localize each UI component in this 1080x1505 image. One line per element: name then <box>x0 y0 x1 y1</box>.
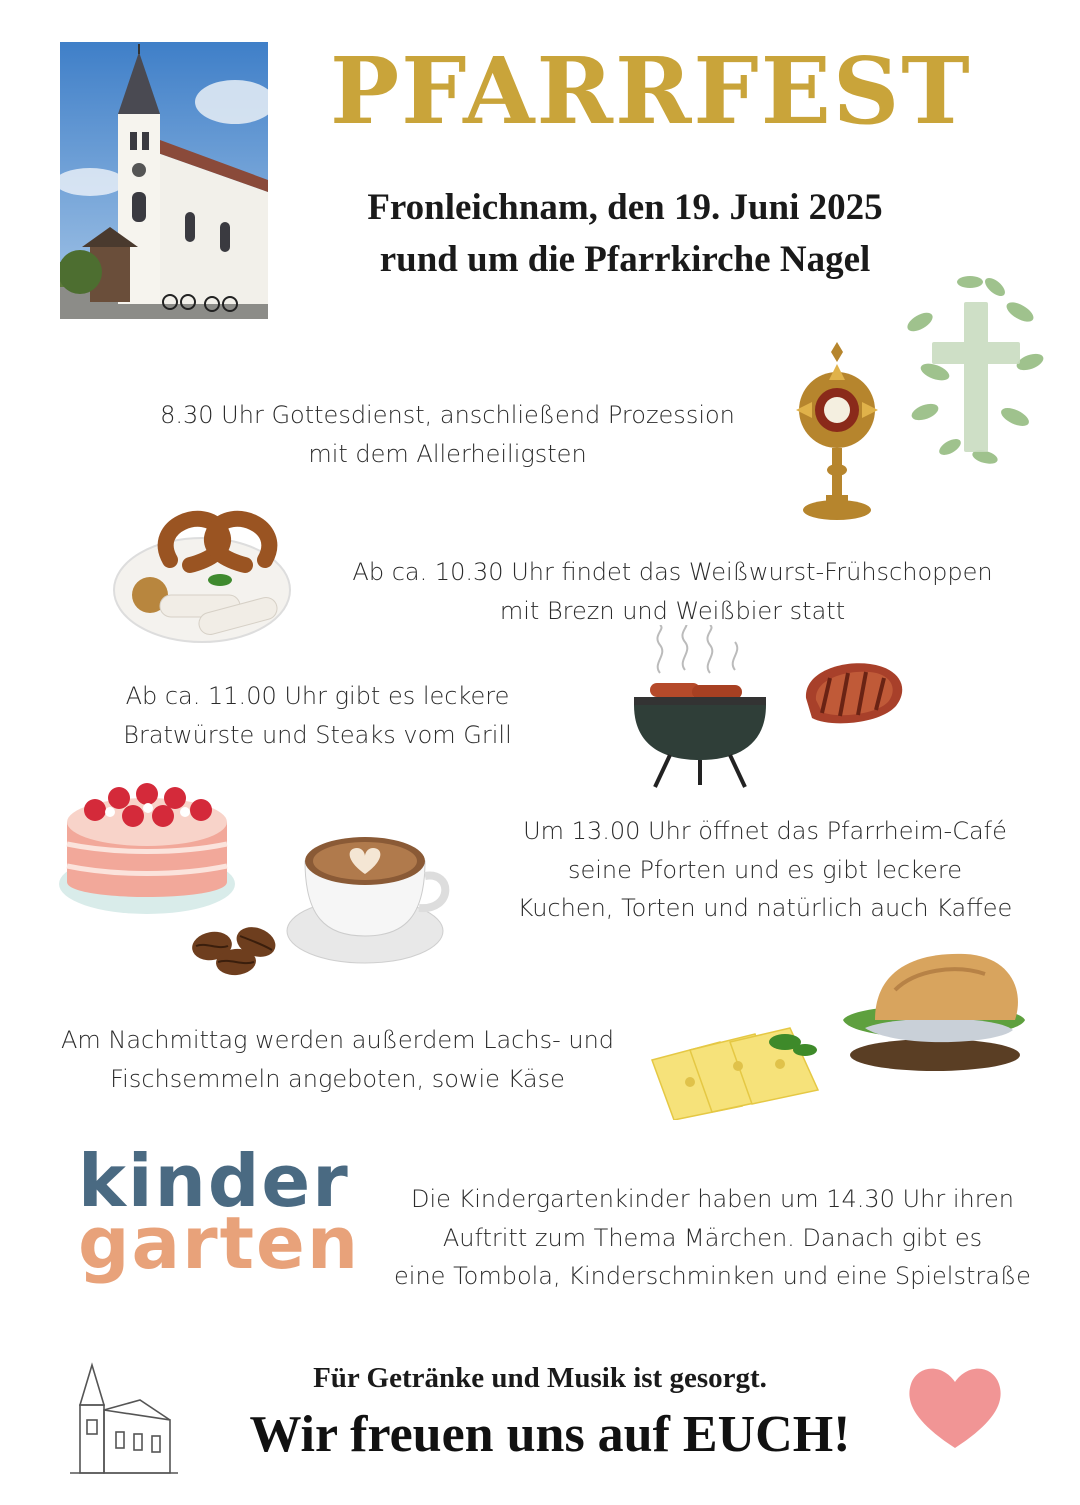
event-location: rund um die Pfarrkirche Nagel <box>379 239 871 280</box>
kindergarten-line-1: Die Kindergartenkinder haben um 14.30 Uhr ihren <box>410 1185 1015 1213</box>
grill-info <box>80 677 555 754</box>
kindergarten-logo-word-2: garten <box>78 1201 361 1285</box>
afternoon-line-2: Fischsemmeln angeboten, sowie Käse <box>110 1064 565 1093</box>
cross-wreath-icon <box>900 262 1050 472</box>
cake-icon <box>55 772 240 922</box>
cafe-info <box>470 812 1060 928</box>
event-title: PFARRFEST <box>330 37 972 145</box>
pretzel-plate-icon <box>110 505 300 645</box>
fish-sandwich-icon <box>835 950 1030 1075</box>
footer-drinks-music: Für Getränke und Musik ist gesorgt. <box>313 1362 767 1394</box>
mass-info <box>110 396 785 473</box>
breakfast-line-2: mit Brezn und Weißbier statt <box>499 596 846 625</box>
kindergarten-logo <box>78 1139 361 1285</box>
cheese-icon <box>650 1020 825 1120</box>
kindergarten-info <box>365 1180 1060 1296</box>
coffee-cup-icon <box>285 826 453 966</box>
breakfast-info <box>320 553 1025 630</box>
mass-line-2: mit dem Allerheiligsten <box>308 439 587 468</box>
afternoon-line-1: Am Nachmittag werden außerdem Lachs- und <box>60 1026 615 1054</box>
footer-welcome: Wir freuen uns auf EUCH! <box>249 1406 851 1463</box>
church-sketch-icon <box>70 1360 180 1480</box>
mass-line-1: 8.30 Uhr Gottesdienst, anschließend Prozession <box>160 401 735 429</box>
breakfast-line-1: Ab ca. 10.30 Uhr findet das Weißwurst-Frühschoppen <box>352 558 993 586</box>
cafe-line-2: seine Pforten und es gibt leckere <box>567 855 963 884</box>
cafe-line-1: Um 13.00 Uhr öffnet das Pfarrheim-Café <box>523 817 1007 845</box>
event-date: Fronleichnam, den 19. Juni 2025 <box>367 187 883 228</box>
coffee-beans-icon <box>190 918 280 978</box>
steak-icon <box>800 658 908 728</box>
heart-icon <box>905 1362 1005 1452</box>
grill-line-1: Ab ca. 11.00 Uhr gibt es leckere <box>125 682 510 710</box>
kindergarten-logo-word-1: kinder <box>78 1139 350 1223</box>
kindergarten-line-3: eine Tombola, Kinderschminken und eine Spielstraße <box>394 1262 1031 1290</box>
cafe-line-3: Kuchen, Torten und natürlich auch Kaffee <box>517 894 1013 922</box>
grill-icon <box>630 625 770 790</box>
church-photo <box>60 42 268 319</box>
monstrance-icon <box>788 340 886 528</box>
kindergarten-line-2: Auftritt zum Thema Märchen. Danach gibt es <box>442 1223 983 1252</box>
event-subtitle <box>300 182 950 286</box>
afternoon-info <box>30 1021 645 1098</box>
grill-line-2: Bratwürste und Steaks vom Grill <box>123 720 512 749</box>
